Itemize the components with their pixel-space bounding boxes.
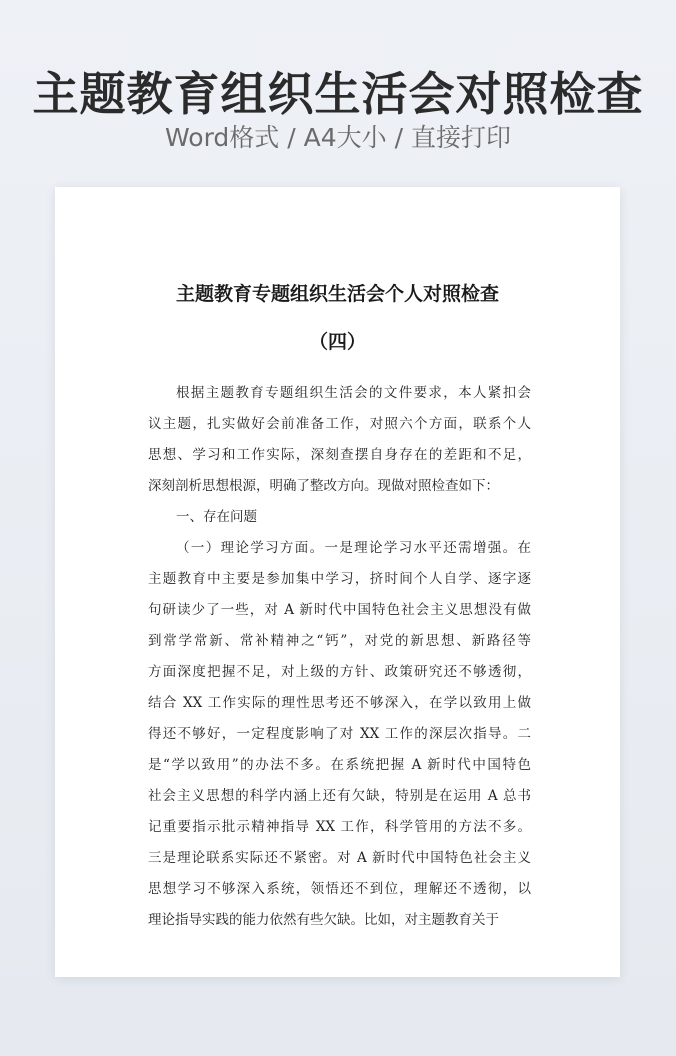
document-page [55, 187, 620, 977]
banner-title: 主题教育组织生活会对照检查 [32, 67, 644, 121]
document-number: （四） [308, 331, 366, 353]
section-heading: 一、存在问题 [176, 509, 257, 525]
document-body [148, 378, 531, 936]
body-line: 三是理论联系实际还不紧密。对 A 新时代中国特色社会主义 [148, 850, 531, 866]
body-line: 主题教育中主要是参加集中学习，挤时间个人自学、逐字逐 [148, 571, 531, 587]
body-line: 思想、学习和工作实际，深刻查摆自身存在的差距和不足， [148, 447, 531, 463]
body-line: 是“学以致用”的办法不多。在系统把握 A 新时代中国特色 [148, 757, 531, 773]
body-line: 思想学习不够深入系统，领悟还不到位，理解还不透彻，以 [148, 881, 531, 897]
body-line: 到常学常新、常补精神之“钙”，对党的新思想、新路径等 [148, 633, 531, 649]
body-line: 结合 XX 工作实际的理性思考还不够深入，在学以致用上做 [148, 695, 531, 711]
banner-subtitle: Word格式 / A4大小 / 直接打印 [165, 123, 511, 152]
body-line: 理论指导实践的能力依然有些欠缺。比如，对主题教育关于 [148, 912, 499, 928]
body-line: 句研读少了一些，对 A 新时代中国特色社会主义思想没有做 [148, 602, 531, 618]
body-line: 根据主题教育专题组织生活会的文件要求，本人紧扣会 [176, 385, 531, 401]
body-line: 方面深度把握不足，对上级的方针、政策研究还不够透彻， [148, 664, 531, 680]
document-title: 主题教育专题组织生活会个人对照检查 [175, 283, 499, 305]
body-line: 得还不够好，一定程度影响了对 XX 工作的深层次指导。二 [148, 726, 531, 742]
body-line: 议主题，扎实做好会前准备工作，对照六个方面，联系个人 [148, 416, 531, 432]
body-line: （一）理论学习方面。一是理论学习水平还需增强。在 [176, 540, 531, 556]
body-line: 记重要指示批示精神指导 XX 工作，科学管用的方法不多。 [148, 819, 531, 835]
body-line: 深刻剖析思想根源，明确了整改方向。现做对照检查如下： [148, 478, 499, 494]
body-line: 社会主义思想的科学内涵上还有欠缺，特别是在运用 A 总书 [148, 788, 531, 804]
